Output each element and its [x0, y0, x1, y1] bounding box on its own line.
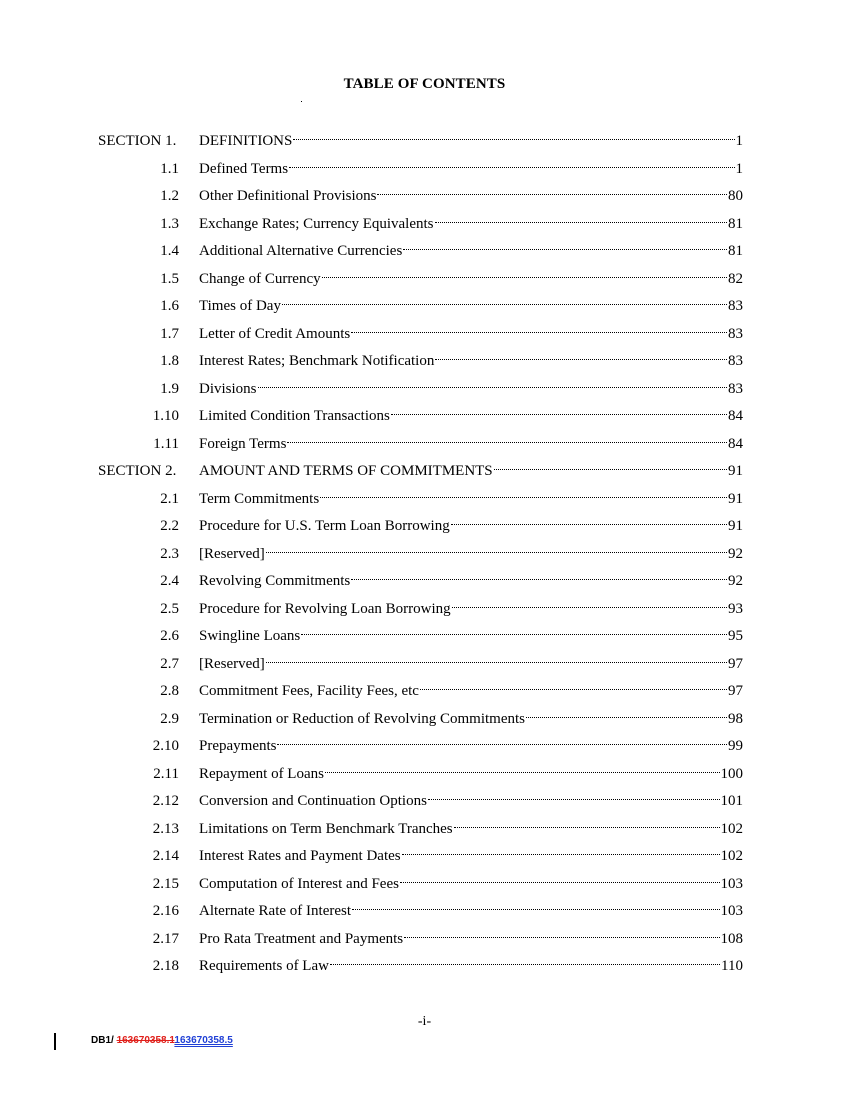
toc-entry-title: Prepayments — [199, 738, 277, 754]
toc-entry-body — [199, 761, 743, 789]
dot-leader — [320, 497, 727, 498]
toc-entry-number: 2.12 — [152, 793, 179, 809]
dot-leader — [526, 717, 727, 718]
dot-leader — [325, 772, 720, 773]
toc-entry-page: 80 — [728, 188, 743, 204]
toc-entry[interactable] — [0, 706, 849, 734]
toc-entry-page: 103 — [720, 875, 743, 892]
dot-leader — [282, 304, 727, 305]
toc-entry-number: 2.1 — [160, 490, 179, 507]
toc-entry-page: 1 — [735, 133, 743, 149]
toc-entry-number: 2.13 — [152, 820, 179, 837]
change-bar — [54, 1033, 56, 1050]
toc-entry-title: Commitment Fees, Facility Fees, etc — [199, 683, 419, 699]
toc-entry-title: Requirements of Law — [199, 958, 329, 974]
toc-entry-page: 1 — [735, 160, 743, 177]
toc-entry-body — [199, 266, 743, 294]
toc-entry-body — [199, 926, 743, 954]
toc-entry-title: Other Definitional Provisions — [199, 188, 377, 204]
toc-entry-body — [199, 183, 743, 211]
toc-entry-body — [199, 871, 743, 899]
toc-entry-page: 108 — [720, 930, 743, 947]
toc-entry[interactable] — [0, 816, 849, 844]
dot-leader — [377, 194, 727, 195]
toc-entry-page: 84 — [728, 408, 743, 424]
toc-entry-body — [199, 843, 743, 871]
toc-entry[interactable] — [0, 486, 849, 514]
toc-entry-number: 2.11 — [153, 765, 179, 782]
dot-leader — [494, 469, 727, 470]
toc-entry-title: Defined Terms — [199, 160, 289, 177]
toc-entry-title: Term Commitments — [199, 490, 320, 507]
toc-entry-title: Interest Rates; Benchmark Notification — [199, 353, 435, 369]
dot-leader — [404, 937, 719, 938]
toc-entry-title: Procedure for U.S. Term Loan Borrowing — [199, 518, 450, 534]
dot-leader — [266, 552, 727, 553]
toc-entry-number: 1.11 — [153, 435, 179, 452]
toc-entry-page: 83 — [728, 380, 743, 397]
toc-entry-body — [199, 706, 743, 734]
toc-entry-title: [Reserved] — [199, 655, 265, 672]
toc-entry[interactable] — [0, 678, 849, 706]
stray-mark — [301, 101, 302, 102]
toc-entry-title: Limited Condition Transactions — [199, 408, 390, 424]
toc-entry-page: 98 — [728, 710, 743, 727]
toc-entry-page: 92 — [728, 545, 743, 562]
toc-entry-title: Swingline Loans — [199, 628, 301, 644]
dot-leader — [428, 799, 720, 800]
toc-entry[interactable] — [0, 568, 849, 596]
toc-entry-title: Conversion and Continuation Options — [199, 793, 427, 809]
toc-entry-page: 91 — [728, 463, 743, 479]
document-id — [91, 1035, 233, 1046]
dot-leader — [287, 442, 727, 443]
toc-entry-number: 1.1 — [160, 160, 179, 177]
toc-entry-number: 1.9 — [160, 380, 179, 397]
toc-entry-page: 91 — [728, 490, 743, 507]
toc-entry-number: 2.14 — [152, 848, 179, 864]
dot-leader — [403, 249, 727, 250]
toc-entry-number: 2.15 — [152, 875, 179, 892]
toc-entry-number: 2.16 — [152, 903, 179, 919]
toc-entry-body — [199, 568, 743, 596]
toc-entry-number: 2.17 — [152, 930, 179, 947]
toc-entry-title: Interest Rates and Payment Dates — [199, 848, 401, 864]
toc-entry-title: Computation of Interest and Fees — [199, 875, 399, 892]
dot-leader — [258, 387, 727, 388]
toc-entry-page: 81 — [728, 243, 743, 259]
toc-entry[interactable] — [0, 953, 849, 981]
toc-entry-body — [199, 376, 743, 404]
toc-entry-title: Exchange Rates; Currency Equivalents — [199, 215, 434, 232]
toc-entry-title: Divisions — [199, 380, 257, 397]
toc-entry-page: 110 — [721, 958, 743, 974]
toc-entry-page: 91 — [728, 518, 743, 534]
dot-leader — [435, 359, 727, 360]
dot-leader — [391, 414, 727, 415]
toc-entry-body — [199, 458, 743, 486]
toc-entry[interactable] — [0, 733, 849, 761]
dot-leader — [352, 909, 719, 910]
toc-entry-number: 1.4 — [160, 243, 179, 259]
dot-leader — [277, 744, 727, 745]
toc-entry-body — [199, 431, 743, 459]
toc-entry-body — [199, 678, 743, 706]
toc-entry-number: 2.18 — [152, 958, 179, 974]
toc-entry-number: 2.5 — [160, 600, 179, 617]
toc-entry[interactable] — [0, 623, 849, 651]
dot-leader — [400, 882, 720, 883]
document-id-prefix: DB1/ — [91, 1035, 117, 1046]
toc-entry[interactable] — [0, 596, 849, 624]
toc-entry-title: Foreign Terms — [199, 435, 287, 452]
page-number: -i- — [417, 1014, 432, 1029]
toc-entry[interactable] — [0, 403, 849, 431]
toc-entry-number: 2.4 — [160, 573, 179, 589]
toc-entry-title: Termination or Reduction of Revolving Commitments — [199, 710, 525, 727]
toc-entry[interactable] — [0, 761, 849, 789]
toc-entry[interactable] — [0, 431, 849, 459]
toc-entry[interactable] — [0, 156, 849, 184]
toc-entry-title: Times of Day — [199, 298, 281, 314]
toc-entry[interactable] — [0, 211, 849, 239]
toc-entry-number: 2.7 — [160, 655, 179, 672]
toc-entry-page: 83 — [728, 353, 743, 369]
toc-entry-body — [199, 953, 743, 981]
toc-entry-body — [199, 128, 743, 156]
toc-entry[interactable] — [0, 183, 849, 211]
toc-entry-title: Procedure for Revolving Loan Borrowing — [199, 600, 451, 617]
dot-leader — [435, 222, 727, 223]
toc-entry-title: [Reserved] — [199, 545, 265, 562]
toc-entry[interactable] — [0, 513, 849, 541]
toc-entry-number: 1.10 — [152, 408, 179, 424]
toc-entry-number: 1.2 — [160, 188, 179, 204]
toc-entry-number: 1.3 — [160, 215, 179, 232]
toc-entry[interactable] — [0, 458, 849, 486]
toc-entry-title: Revolving Commitments — [199, 573, 351, 589]
toc-entry[interactable] — [0, 348, 849, 376]
toc-entry-title: Pro Rata Treatment and Payments — [199, 930, 404, 947]
toc-entry-page: 97 — [728, 683, 743, 699]
toc-entry[interactable] — [0, 321, 849, 349]
toc-entry-title: Limitations on Term Benchmark Tranches — [199, 820, 453, 837]
toc-entry-body — [199, 403, 743, 431]
dot-leader — [351, 579, 727, 580]
toc-entry-body — [199, 348, 743, 376]
toc-entry[interactable] — [0, 843, 849, 871]
toc-entry-title: AMOUNT AND TERMS OF COMMITMENTS — [199, 463, 493, 479]
toc-entry[interactable] — [0, 293, 849, 321]
toc-list — [0, 128, 849, 981]
toc-entry-body — [199, 733, 743, 761]
toc-entry-number: 2.3 — [160, 545, 179, 562]
toc-title: TABLE OF CONTENTS — [343, 76, 506, 92]
dot-leader — [293, 139, 734, 140]
toc-entry[interactable] — [0, 871, 849, 899]
dot-leader — [451, 524, 727, 525]
toc-entry-page: 82 — [728, 270, 743, 287]
toc-entry[interactable] — [0, 788, 849, 816]
toc-entry-page: 83 — [728, 298, 743, 314]
toc-entry[interactable] — [0, 266, 849, 294]
dot-leader — [402, 854, 720, 855]
toc-entry-page: 83 — [728, 325, 743, 342]
toc-entry-number: SECTION 2. — [98, 463, 177, 479]
toc-entry-page: 97 — [728, 655, 743, 672]
toc-entry-body — [199, 293, 743, 321]
dot-leader — [301, 634, 727, 635]
toc-entry-page: 84 — [728, 435, 743, 452]
toc-entry-number: 1.6 — [160, 298, 179, 314]
toc-entry-page: 101 — [720, 793, 743, 809]
toc-entry-page: 100 — [720, 765, 743, 782]
dot-leader — [452, 607, 727, 608]
toc-entry-body — [199, 816, 743, 844]
toc-entry-body — [199, 788, 743, 816]
toc-entry-page: 103 — [720, 903, 743, 919]
document-id-inserted: 163670358.5 — [174, 1035, 233, 1046]
toc-entry-page: 81 — [728, 215, 743, 232]
toc-entry-number: 2.9 — [160, 710, 179, 727]
toc-entry-page: 102 — [720, 820, 743, 837]
toc-entry-body — [199, 486, 743, 514]
toc-entry-number: 1.5 — [160, 270, 179, 287]
toc-entry-number: 2.6 — [160, 628, 179, 644]
dot-leader — [420, 689, 727, 690]
toc-entry-body — [199, 596, 743, 624]
toc-entry[interactable] — [0, 651, 849, 679]
toc-entry-number: SECTION 1. — [98, 133, 177, 149]
toc-entry-page: 95 — [728, 628, 743, 644]
document-id-deleted: 163670358.1 — [116, 1035, 175, 1046]
toc-entry[interactable] — [0, 541, 849, 569]
dot-leader — [454, 827, 720, 828]
toc-entry-body — [199, 898, 743, 926]
dot-leader — [322, 277, 727, 278]
toc-entry-body — [199, 541, 743, 569]
toc-entry-page: 102 — [720, 848, 743, 864]
toc-entry[interactable] — [0, 926, 849, 954]
toc-entry-body — [199, 651, 743, 679]
toc-entry-title: DEFINITIONS — [199, 133, 293, 149]
toc-entry[interactable] — [0, 128, 849, 156]
toc-entry[interactable] — [0, 376, 849, 404]
toc-entry-body — [199, 513, 743, 541]
toc-entry-body — [199, 238, 743, 266]
dot-leader — [289, 167, 734, 168]
toc-entry-title: Repayment of Loans — [199, 765, 324, 782]
toc-entry-number: 2.2 — [160, 518, 179, 534]
toc-entry-body — [199, 623, 743, 651]
dot-leader — [330, 964, 720, 965]
dot-leader — [266, 662, 727, 663]
toc-entry-number: 2.8 — [160, 683, 179, 699]
toc-entry-body — [199, 156, 743, 184]
toc-entry-title: Letter of Credit Amounts — [199, 325, 351, 342]
toc-entry-body — [199, 211, 743, 239]
toc-entry-page: 92 — [728, 573, 743, 589]
toc-entry-title: Alternate Rate of Interest — [199, 903, 352, 919]
toc-entry-number: 1.8 — [160, 353, 179, 369]
toc-entry-number: 2.10 — [152, 738, 179, 754]
dot-leader — [351, 332, 727, 333]
toc-entry[interactable] — [0, 898, 849, 926]
toc-entry[interactable] — [0, 238, 849, 266]
toc-entry-body — [199, 321, 743, 349]
toc-entry-page: 93 — [728, 600, 743, 617]
toc-entry-title: Change of Currency — [199, 270, 321, 287]
toc-entry-title: Additional Alternative Currencies — [199, 243, 403, 259]
toc-entry-number: 1.7 — [160, 325, 179, 342]
toc-entry-page: 99 — [728, 738, 743, 754]
